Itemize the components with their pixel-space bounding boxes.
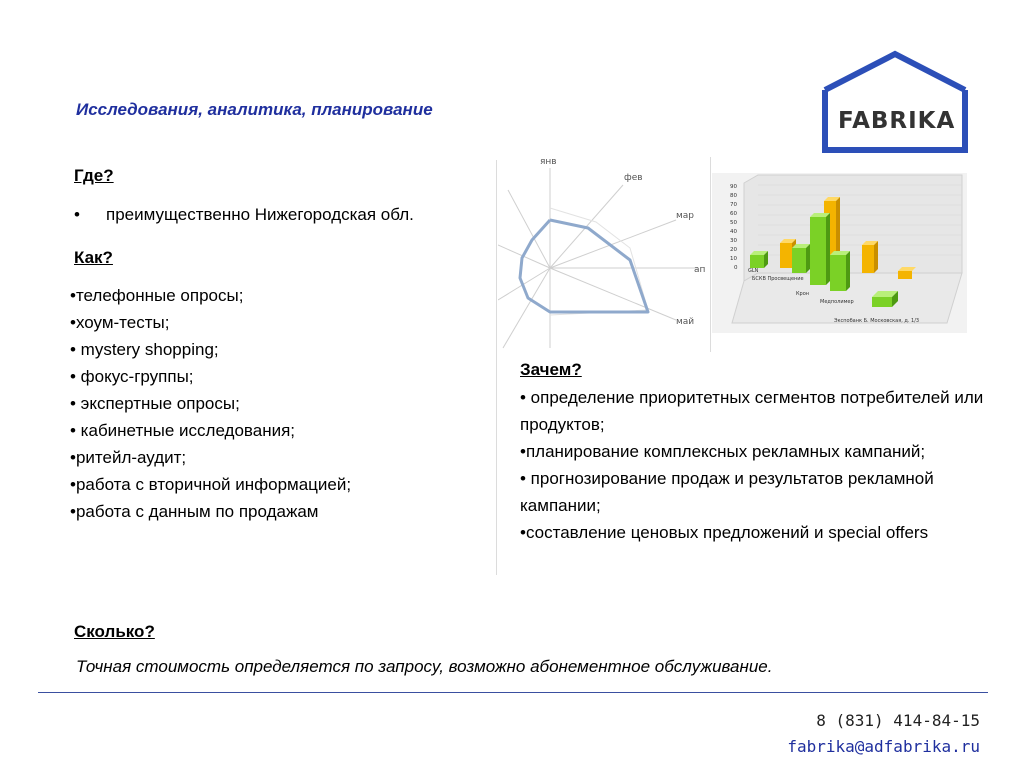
howmuch-text: Точная стоимость определяется по запросу, возможно абонементное обслуживание.	[76, 657, 773, 676]
list-item: •телефонные опросы;	[70, 286, 244, 305]
radar-axis-label: май	[676, 317, 695, 327]
bar-category-label: Медполимер	[820, 299, 854, 305]
bar-tick-label: 50	[730, 220, 737, 226]
howmuch-heading: Сколько?	[74, 622, 155, 641]
bar-category-label: GLN	[748, 268, 759, 274]
why-list	[520, 384, 990, 546]
list-item: • прогнозирование продаж и результатов рекламной кампании;	[520, 469, 934, 515]
bar-tick-label: 80	[730, 193, 737, 199]
why-heading: Зачем?	[520, 360, 582, 379]
house-logo-icon	[820, 50, 970, 156]
radar-chart	[498, 150, 710, 350]
radar-axis-label: янв	[540, 157, 557, 167]
list-item: • фокус-группы;	[70, 367, 194, 386]
where-heading: Где?	[74, 166, 114, 185]
separator-line	[710, 157, 711, 352]
bar-tick-label: 60	[730, 211, 737, 217]
bar-category-label: Экспобанк Б. Московская, д. 1/3	[834, 318, 920, 324]
radar-axis-label: фев	[624, 173, 643, 183]
list-item: • экспертные опросы;	[70, 394, 240, 413]
separator-line	[496, 160, 497, 575]
contact-email[interactable]: fabrika@adfabrika.ru	[787, 737, 980, 756]
bar-category-label: Крон	[796, 291, 810, 297]
bar-tick-label: 70	[730, 202, 737, 208]
bar-category-label: БСКВ Просвещение	[752, 276, 804, 282]
bar-tick-label: 30	[730, 238, 737, 244]
list-item: •хоум-тесты;	[70, 313, 170, 332]
list-item: • определение приоритетных сегментов потребителей или продуктов;	[520, 388, 984, 434]
list-item: • кабинетные исследования;	[70, 421, 296, 440]
where-item: преимущественно Нижегородская обл.	[106, 205, 414, 224]
bar-tick-label: 40	[730, 229, 737, 235]
how-list	[70, 282, 351, 525]
footer-divider	[38, 692, 988, 693]
list-item: •составление ценовых предложений и special offers	[520, 523, 929, 542]
bar-tick-label: 0	[734, 265, 738, 271]
bar-tick-label: 90	[730, 184, 737, 190]
bar-tick-label: 20	[730, 247, 737, 253]
list-item: •ритейл-аудит;	[70, 448, 187, 467]
list-item: •работа с данным по продажам	[70, 502, 319, 521]
logo-text: FABRIKA	[838, 108, 956, 134]
contact-phone: 8 (831) 414-84-15	[816, 711, 980, 730]
bar-tick-label: 10	[730, 256, 737, 262]
bar-chart-3d	[712, 173, 967, 333]
list-item: •работа с вторичной информацией;	[70, 475, 352, 494]
list-item: • mystery shopping;	[70, 340, 219, 359]
fabrika-logo	[820, 50, 970, 156]
list-item: •планирование комплексных рекламных кампаний;	[520, 442, 926, 461]
where-bullet: •	[74, 205, 80, 224]
radar-axis-label: мар	[676, 211, 695, 221]
radar-axis-label: ап	[694, 265, 706, 275]
page-title: Исследования, аналитика, планирование	[76, 100, 433, 119]
how-heading: Как?	[74, 248, 113, 267]
